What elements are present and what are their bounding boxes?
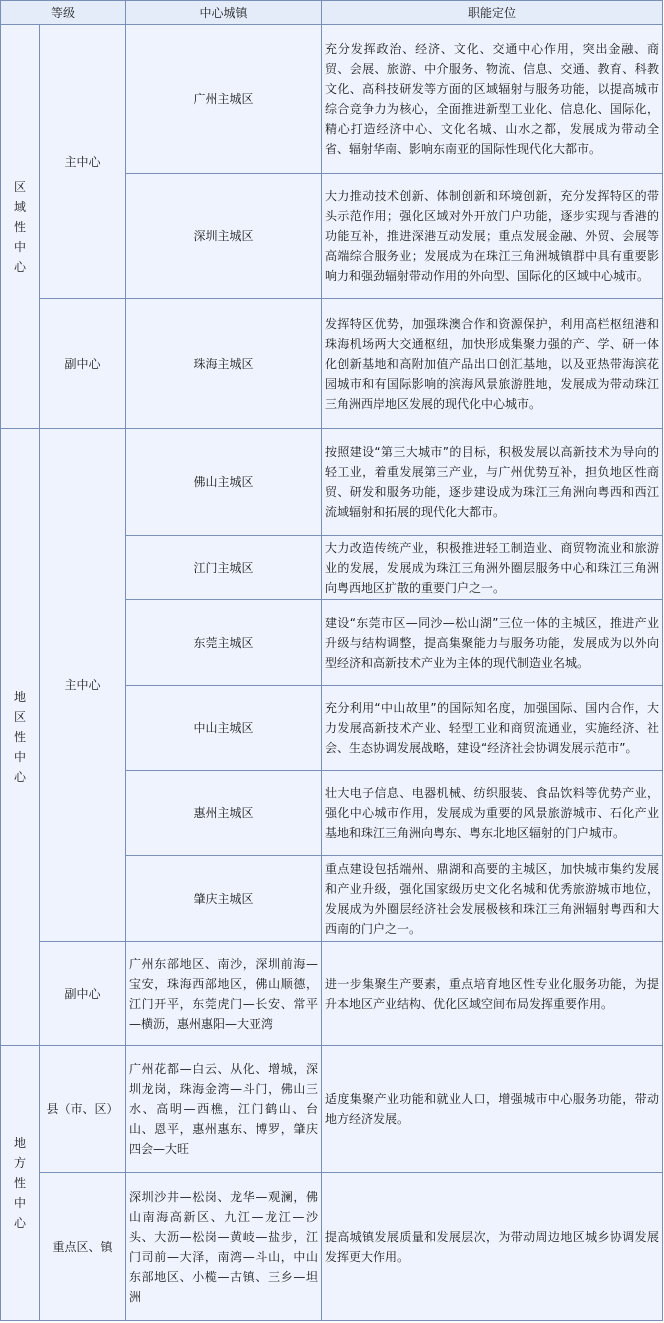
- grade-district: [1, 429, 40, 1046]
- town-cell: 肇庆主城区: [126, 856, 322, 942]
- table-row: [1, 299, 663, 429]
- function-cell: 充分发挥政治、经济、文化、交通中心作用，突出金融、商贸、会展、旅游、中介服务、物流、信息、交通、教育、科教文化、高科技研发等方面的区域辐射与服务功能，以提高城市综合竞争力为核心，全面推进新型工业化、信息化、国际化，精心打造经济中心、文化名城、山水之都，发展成为带动全省、辐射华南、影响东南亚的国际性现代化大都市。: [322, 25, 663, 174]
- header-function: 职能定位: [322, 1, 663, 25]
- function-cell: 壮大电子信息、电器机械、纺织服装、食品饮料等优势产业，强化中心城市作用，发展成为重要的风景旅游城市、石化产业基地和珠江三角洲向粤东、粤东北地区辐射的门户城市。: [322, 771, 663, 856]
- header-town: 中心城镇: [126, 1, 322, 25]
- table-row: [1, 429, 663, 536]
- function-cell: 按照建设“第三大城市”的目标，积极发展以高新技术为导向的轻工业，着重发展第三产业，与广州优势互补，担负地区性商贸、研发和服务功能，逐步建设成为珠江三角洲向粤西和西江流域辐射和拓展的现代化大都市。: [322, 429, 663, 536]
- town-cell: 广州东部地区、南沙，深圳前海—宝安，珠海西部地区，佛山顺德，江门开平，东莞虎门—长安、常平—横沥，惠州惠阳—大亚湾: [126, 942, 322, 1046]
- grade-label: 地 方 性 中 心: [13, 1136, 26, 1230]
- function-cell: 发挥特区优势，加强珠澳合作和资源保护，利用高栏枢纽港和珠海机场两大交通枢纽，加快形成集聚力强的产、学、研一体化创新基地和高附加值产品出口创汇基地，以及亚热带海滨花园城市和有国际影响的滨海风景旅游胜地，发展成为带动珠江三角洲西岸地区发展的现代化中心城市。: [322, 299, 663, 429]
- table-row: [1, 1173, 663, 1321]
- level-cell: 主中心: [40, 25, 126, 299]
- header-grade: 等级: [1, 1, 126, 25]
- function-cell: 大力改造传统产业，积极推进轻工制造业、商贸物流业和旅游业的发展，发展成为珠江三角洲外圈层服务中心和珠江三角洲向粤西地区扩散的重要门户之一。: [322, 536, 663, 600]
- town-cell: 珠海主城区: [126, 299, 322, 429]
- table-row: [1, 942, 663, 1046]
- level-cell: 重点区、镇: [40, 1173, 126, 1321]
- town-cell: 深圳主城区: [126, 174, 322, 299]
- level-cell: 副中心: [40, 942, 126, 1046]
- grade-label: 区 域 性 中 心: [13, 179, 26, 274]
- town-cell: 东莞主城区: [126, 600, 322, 686]
- function-cell: 重点建设包括端州、鼎湖和高要的主城区，加快城市集约发展和产业升级，强化国家级历史文化名城和优秀旅游城市地位，发展成为外圈层经济社会发展极核和珠江三角洲辐射粤西和大西南的门户之一。: [322, 856, 663, 942]
- function-cell: 适度集聚产业功能和就业人口，增强城市中心服务功能，带动地方经济发展。: [322, 1046, 663, 1173]
- function-cell: 提高城镇发展质量和发展层次，为带动周边地区城乡协调发展发挥更大作用。: [322, 1173, 663, 1321]
- table-row: [1, 1046, 663, 1173]
- town-cell: 惠州主城区: [126, 771, 322, 856]
- level-cell: 县（市、区）: [40, 1046, 126, 1173]
- level-cell: 主中心: [40, 429, 126, 942]
- grade-label: 地 区 性 中 心: [13, 690, 26, 784]
- grade-regional: [1, 25, 40, 429]
- function-cell: 建设“东莞市区—同沙—松山湖”三位一体的主城区，推进产业升级与结构调整，提高集聚能力与服务功能，发展成为以外向型经济和高新技术产业为主体的现代制造业名城。: [322, 600, 663, 686]
- table-row: [1, 25, 663, 174]
- level-cell: 副中心: [40, 299, 126, 429]
- function-cell: 大力推动技术创新、体制创新和环境创新，充分发挥特区的带头示范作用；强化区域对外开放门户功能，逐步实现与香港的功能互补，推进深港互动发展；重点发展金融、外贸、会展等高端综合服务业；发展成为在珠江三角洲城镇群中具有重要影响力和强劲辐射带动作用的外向型、国际化的区域中心城市。: [322, 174, 663, 299]
- town-cell: 广州花都—白云、从化、增城，深圳龙岗，珠海金湾—斗门，佛山三水、高明—西樵，江门鹤山、台山、恩平，惠州惠东、博罗，肇庆四会—大旺: [126, 1046, 322, 1173]
- town-cell: 深圳沙井—松岗、龙华—观澜，佛山南海高新区、九江—龙江—沙头、大沥—松岗—黄岐—盐步，江门司前—大泽，南湾—斗山，中山东部地区、小榄—古镇、三乡—坦洲: [126, 1173, 322, 1321]
- town-cell: 佛山主城区: [126, 429, 322, 536]
- function-cell: 充分利用“中山故里”的国际知名度，加强国际、国内合作，大力发展高新技术产业、轻型工业和商贸流通业，实施经济、社会、生态协调发展战略，建设“经济社会协调发展示范市”。: [322, 686, 663, 771]
- function-cell: 进一步集聚生产要素，重点培育地区性专业化服务功能，为提升本地区产业结构、优化区域空间布局发挥重要作用。: [322, 942, 663, 1046]
- town-cell: 中山主城区: [126, 686, 322, 771]
- header-row: [1, 1, 663, 25]
- town-cell: 广州主城区: [126, 25, 322, 174]
- town-cell: 江门主城区: [126, 536, 322, 600]
- grade-local: [1, 1046, 40, 1321]
